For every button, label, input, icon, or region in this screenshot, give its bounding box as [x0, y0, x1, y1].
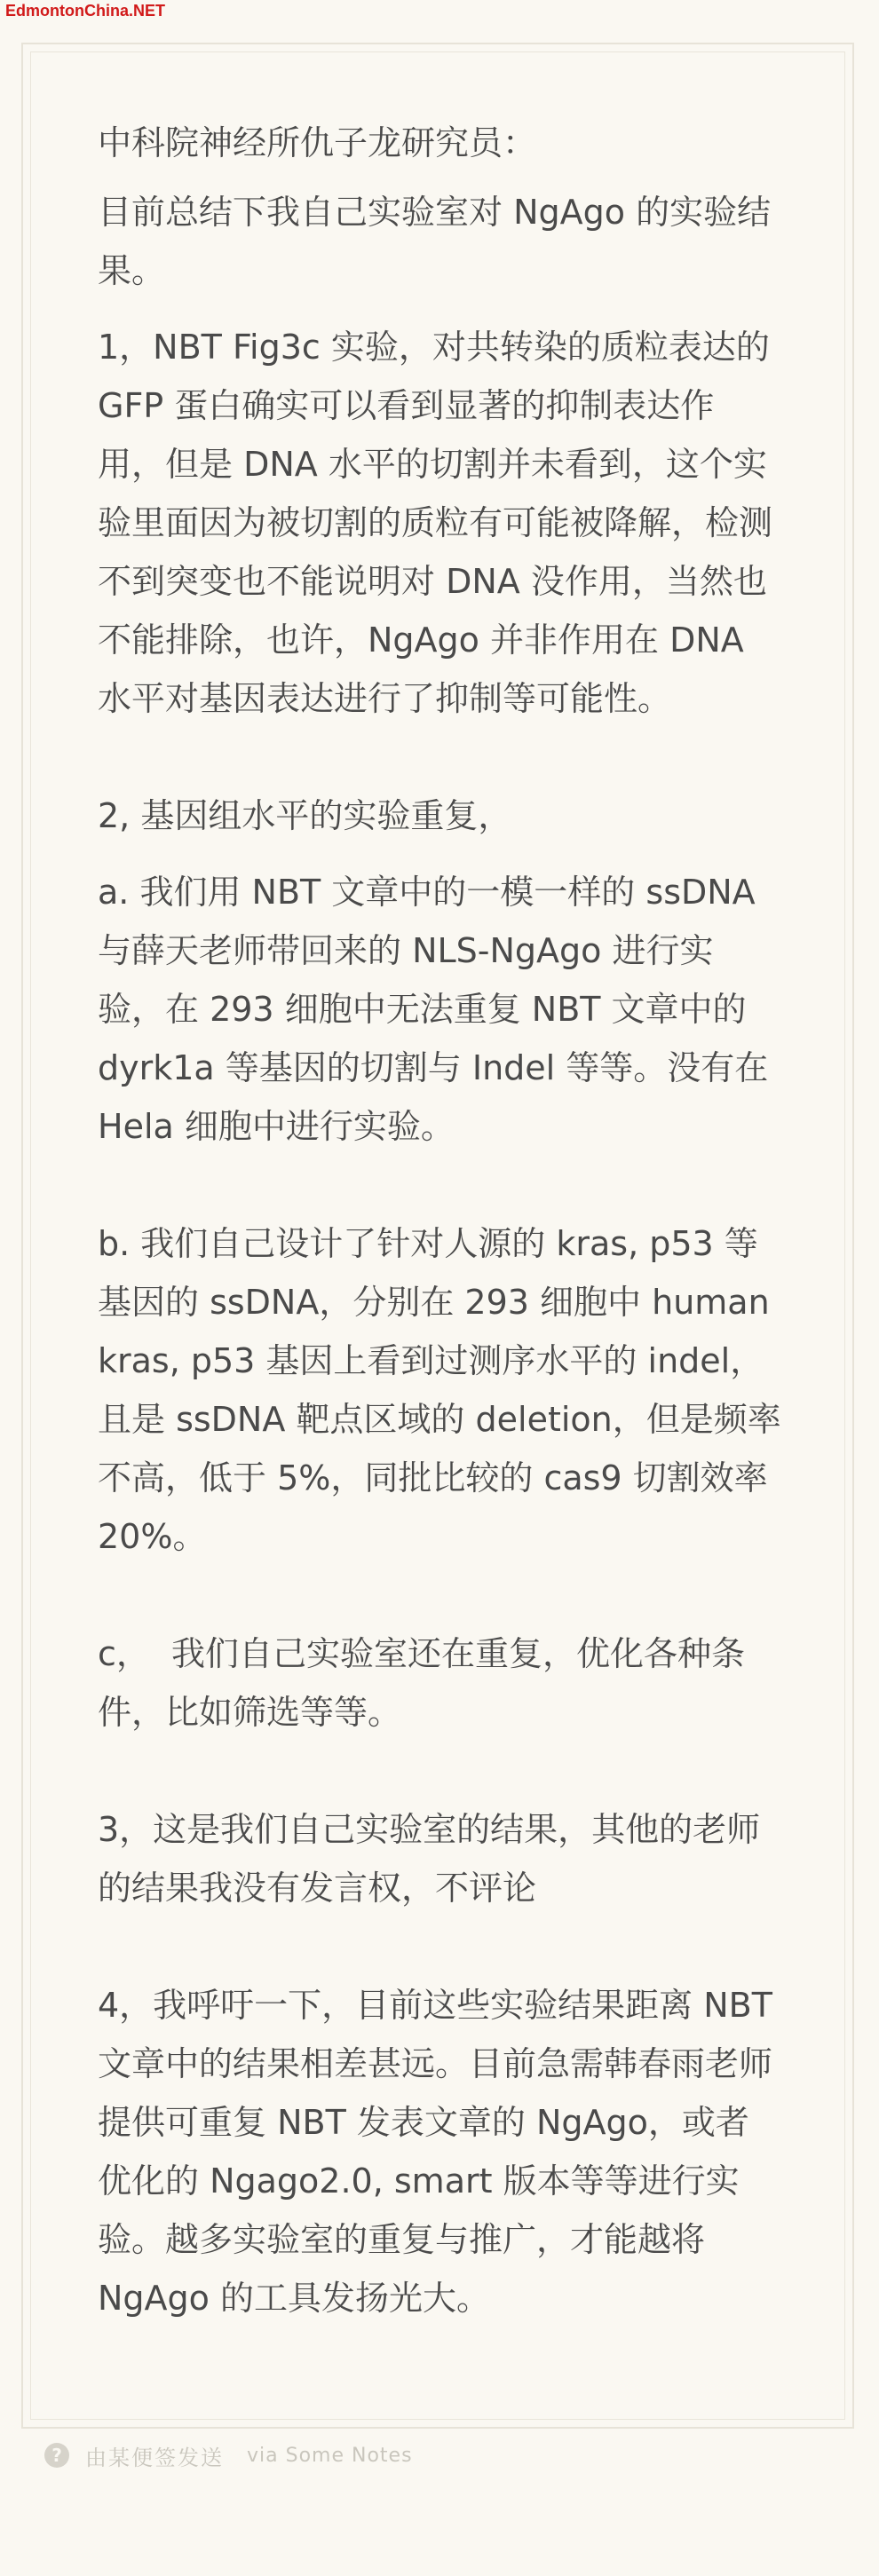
note-point-4: 4，我呼吁一下，目前这些实验结果距离 NBT 文章中的结果相差甚远。目前急需韩春雨老师 提供可重复 NBT 发表文章的 NgAgo，或者 优化的 Ngago2.0, smart 版本等等进行实 验。越多实验室的重复与推广，才能越将 NgAgo 的工具发扬光大。: [98, 1986, 773, 2318]
note-point-3: 3，这是我们自己实验室的结果，其他的老师 的结果我没有发言权，不评论: [98, 1810, 761, 1908]
note-point-2: 2, 基因组水平的实验重复，: [98, 796, 512, 835]
footer-via-link[interactable]: via Some Notes: [247, 2444, 413, 2467]
note-footer: [44, 2438, 413, 2473]
note-title: 中科院神经所仇子龙研究员：: [98, 123, 537, 162]
note-point-1: 1，NBT Fig3c 实验，对共转染的质粒表达的 GFP 蛋白确实可以看到显著的抑制表达作 用，但是 DNA 水平的切割并未看到，这个实 验里面因为被切割的质粒有可能被降解，检测 不到突变也不能说明对 DNA 没作用，当然也 不能排除，也许，NgAgo 并非作用在 DNA 水平对基因表达进行了抑制等可能性。: [98, 328, 773, 718]
note-point-2a: a. 我们用 NBT 文章中的一模一样的 ssDNA 与薛天老师带回来的 NLS-NgAgo 进行实 验，在 293 细胞中无法重复 NBT 文章中的 dyrk1a 等基因的切割与 Indel 等等。没有在 Hela 细胞中进行实验。: [98, 873, 769, 1146]
note-point-2b: b. 我们自己设计了针对人源的 kras, p53 等 基因的 ssDNA，分别在 293 细胞中 human kras, p53 基因上看到过测序水平的 indel， 且是 ssDNA 靶点区域的 deletion，但是频率 不高，低于 5%，同批比较的 cas9 切割效率 20%。: [98, 1224, 781, 1556]
note-point-2c: c， 我们自己实验室还在重复，优化各种条 件，比如筛选等等。: [98, 1634, 746, 1732]
site-watermark: EdmontonChina.NET: [5, 2, 165, 20]
question-circle-icon[interactable]: ?: [44, 2443, 69, 2468]
footer-sent-by: 由某便签发送: [85, 2445, 224, 2470]
note-intro: 目前总结下我自己实验室对 NgAgo 的实验结 果。: [98, 193, 772, 290]
note-content: [98, 114, 790, 2327]
